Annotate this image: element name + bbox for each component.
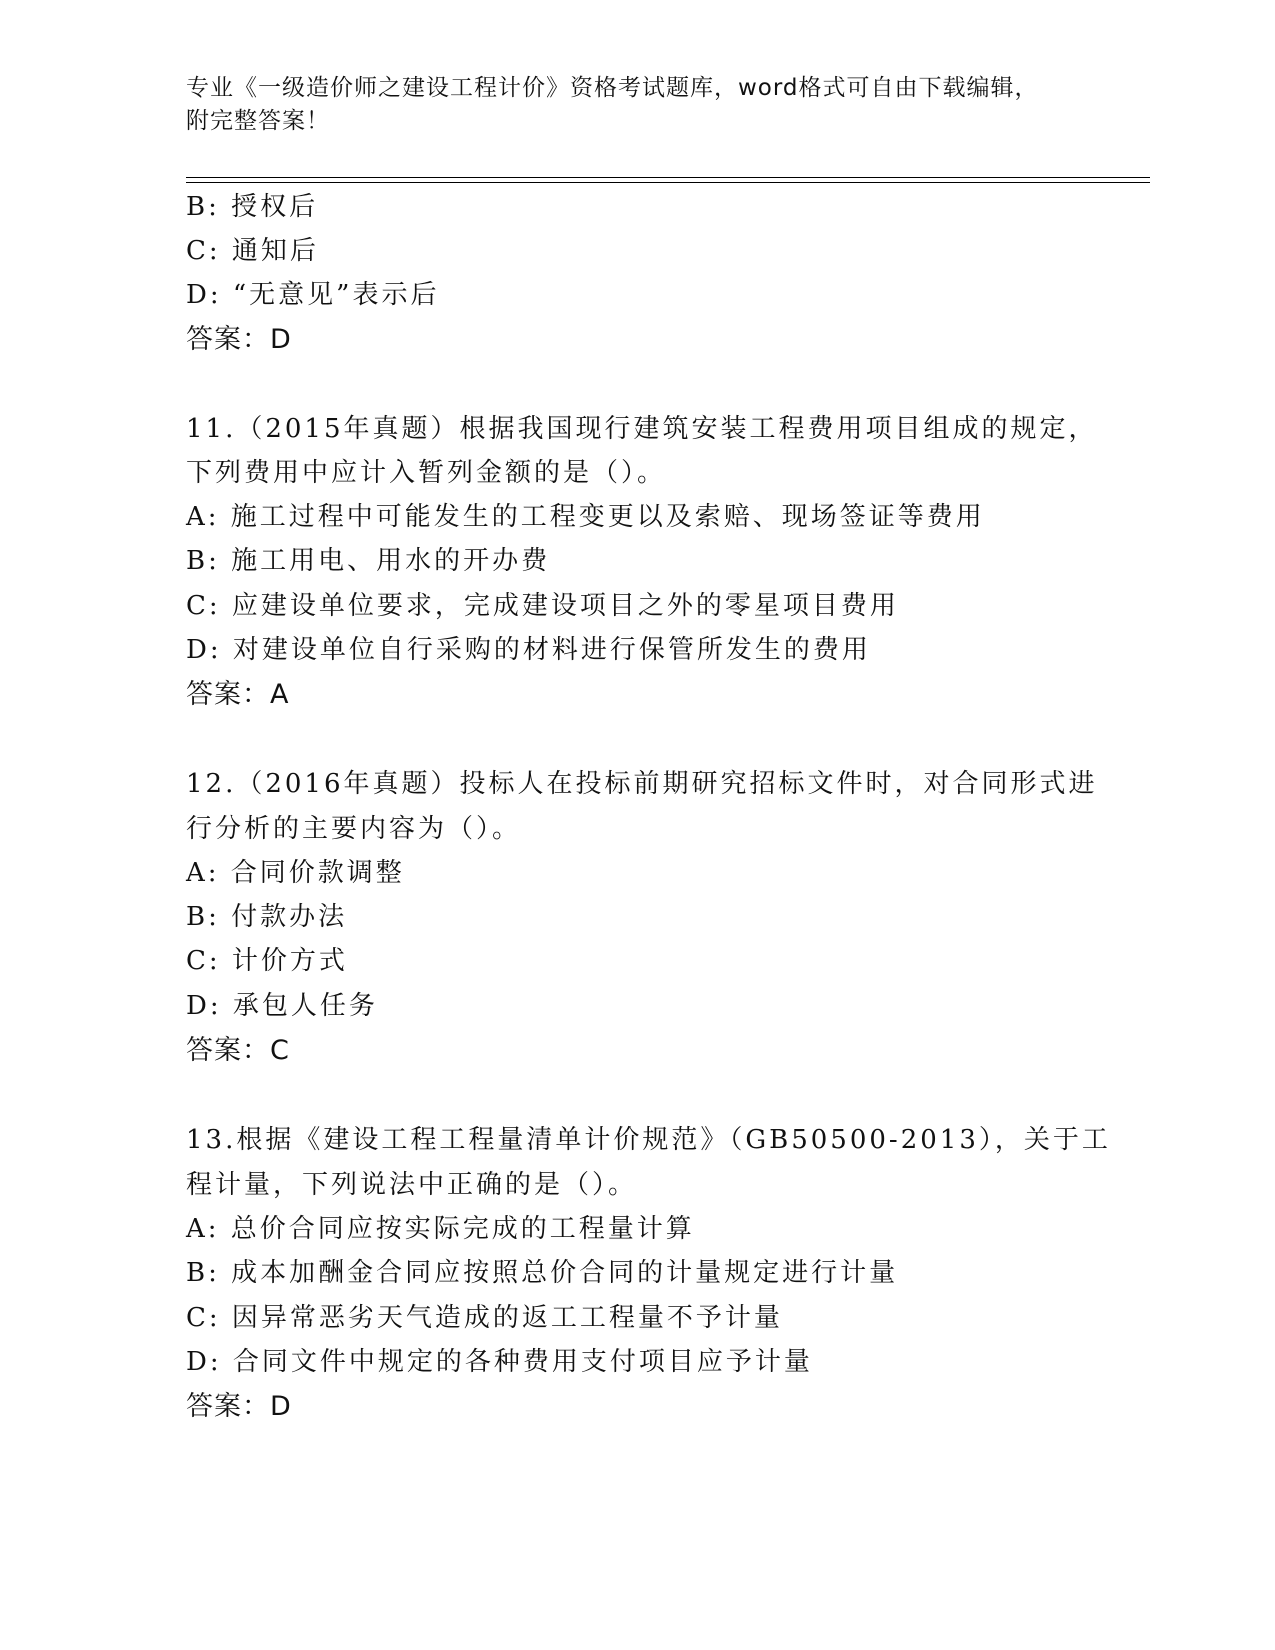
- option-c: C: 通知后: [186, 236, 319, 266]
- answer: 答案：D: [186, 324, 292, 355]
- question-stem: 11.（2015年真题）根据我国现行建筑安装工程费用项目组成的规定，: [186, 414, 1098, 444]
- header-divider-bottom: [186, 182, 1150, 183]
- option-d: D: “无意见”表示后: [186, 280, 440, 310]
- answer: 答案：D: [186, 1391, 292, 1422]
- question-stem: 行分析的主要内容为（）。: [186, 814, 522, 844]
- document-header: [186, 72, 1086, 138]
- option-d: D: 合同文件中规定的各种费用支付项目应予计量: [186, 1347, 813, 1377]
- option-b: B: 付款办法: [186, 902, 348, 932]
- header-line-2: 附完整答案！: [186, 108, 330, 134]
- header-divider-top: [186, 177, 1150, 178]
- option-c: C: 应建设单位要求，完成建设项目之外的零星项目费用: [186, 591, 899, 621]
- option-c: C: 计价方式: [186, 946, 348, 976]
- question-stem: 12.（2016年真题）投标人在投标前期研究招标文件时，对合同形式进: [186, 769, 1098, 799]
- option-d: D: 对建设单位自行采购的材料进行保管所发生的费用: [186, 635, 871, 665]
- question-stem: 下列费用中应计入暂列金额的是（）。: [186, 458, 667, 488]
- question-stem: 13.根据《建设工程工程量清单计价规范》（GB50500-2013），关于工: [186, 1125, 1111, 1155]
- question-stem: 程计量，下列说法中正确的是（）。: [186, 1170, 638, 1200]
- option-b: B: 授权后: [186, 192, 319, 222]
- option-c: C: 因异常恶劣天气造成的返工工程量不予计量: [186, 1303, 783, 1333]
- option-b: B: 成本加酬金合同应按照总价合同的计量规定进行计量: [186, 1258, 899, 1288]
- option-b: B: 施工用电、用水的开办费: [186, 546, 551, 576]
- option-a: A: 合同价款调整: [186, 858, 405, 888]
- option-d: D: 承包人任务: [186, 991, 378, 1021]
- option-a: A: 施工过程中可能发生的工程变更以及索赔、现场签证等费用: [186, 502, 985, 532]
- header-line-1: 专业《一级造价师之建设工程计价》资格考试题库，word格式可自由下载编辑，: [186, 75, 1039, 101]
- option-a: A: 总价合同应按实际完成的工程量计算: [186, 1214, 695, 1244]
- answer: 答案：C: [186, 1035, 290, 1066]
- answer: 答案：A: [186, 679, 290, 710]
